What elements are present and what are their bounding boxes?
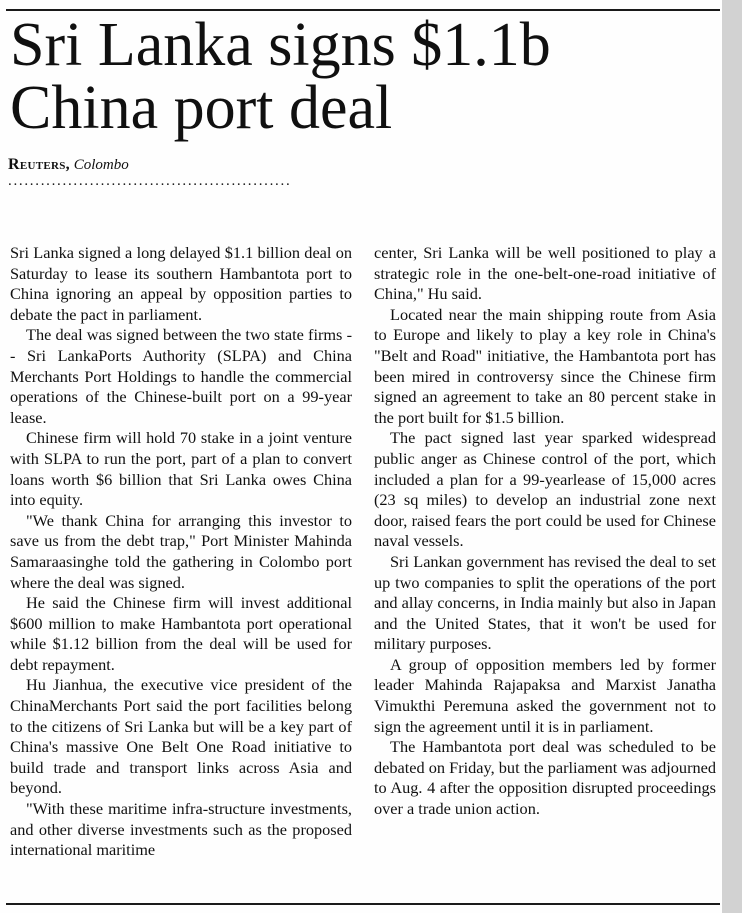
paragraph: Sri Lanka signed a long delayed $1.1 billion deal on Saturday to lease its southern Hambantota port to China ignoring an appeal by opposition parties to debate the pact in parliament. [10,243,352,324]
byline [8,156,350,174]
byline-place: Colombo [73,157,129,174]
article-column-right [374,243,716,861]
headline-line-2: China port deal [10,74,393,143]
paragraph: The Hambantota port deal was scheduled to be debated on Friday, but the parliament was adjourned to Aug. 4 after the opposition disrupted proceedings over a trade union action. [374,737,716,819]
paragraph: center, Sri Lanka will be well positioned to play a strategic role in the one-belt-one-road initiative of China," Hu said. [374,243,716,304]
article-body [10,243,716,861]
article-header [8,11,720,187]
paragraph: Chinese firm will hold 70 stake in a joint venture with SLPA to run the port, part of a plan to convert loans worth $6 billion that Sri Lanka owes China into equity. [10,428,352,510]
paragraph: The deal was signed between the two state firms -- Sri LankaPorts Authority (SLPA) and China Merchants Port Holdings to handle the commercial operations of the Chinese-built port on a 99-year lease. [10,325,352,427]
paragraph: Located near the main shipping route from Asia to Europe and likely to play a key role in China's "Belt and Road" initiative, the Hambantota port has been mired in controversy since the Chinese firm signed an agreement to take an 80 percent stake in the port built for $1.5 billion. [374,304,716,427]
page-edge-shadow [722,0,742,913]
byline-block [8,156,350,186]
paragraph: He said the Chinese firm will invest additional $600 million to make Hambantota port operational while $1.12 billion from the deal will be used for debt repayment. [10,593,352,674]
bottom-rule-divider [6,903,720,905]
paragraph: Sri Lankan government has revised the deal to set up two companies to split the operations of the port and allay concerns, in India mainly but also in Japan and the United States, that it won't be used for military purposes. [374,551,716,654]
paragraph: "We thank China for arranging this investor to save us from the debt trap," Port Minister Mahinda Samaraasinghe told the gathering in Colombo port where the deal was signed. [10,510,352,592]
article-column-left [10,243,352,861]
paragraph: A group of opposition members led by former leader Mahinda Rajapaksa and Marxist Janatha Vimukthi Peremuna asked the government not to sign the agreement until it is in parliament. [374,654,716,736]
paragraph: Hu Jianhua, the executive vice president of the ChinaMerchants Port said the port facilities belong to the citizens of Sri Lanka but will be a key part of China's massive One Belt One Road initiative to build trade and transport links across Asia and beyond. [10,675,352,798]
byline-agency: Reuters, [8,156,70,174]
paragraph: "With these maritime infra-structure investments, and other diverse investments such as the proposed international maritime [10,799,352,860]
dotted-separator: .................................................... [8,176,292,187]
paragraph: The pact signed last year sparked widespread public anger as Chinese control of the port, which included a plan for a 99-yearlease of 15,000 acres (23 sq miles) to develop an industrial zone next door, raised fears the port could be used for Chinese naval vessels. [374,428,716,551]
page-title [8,11,720,143]
headline-line-1: Sri Lanka signs $1.1b [10,11,551,79]
